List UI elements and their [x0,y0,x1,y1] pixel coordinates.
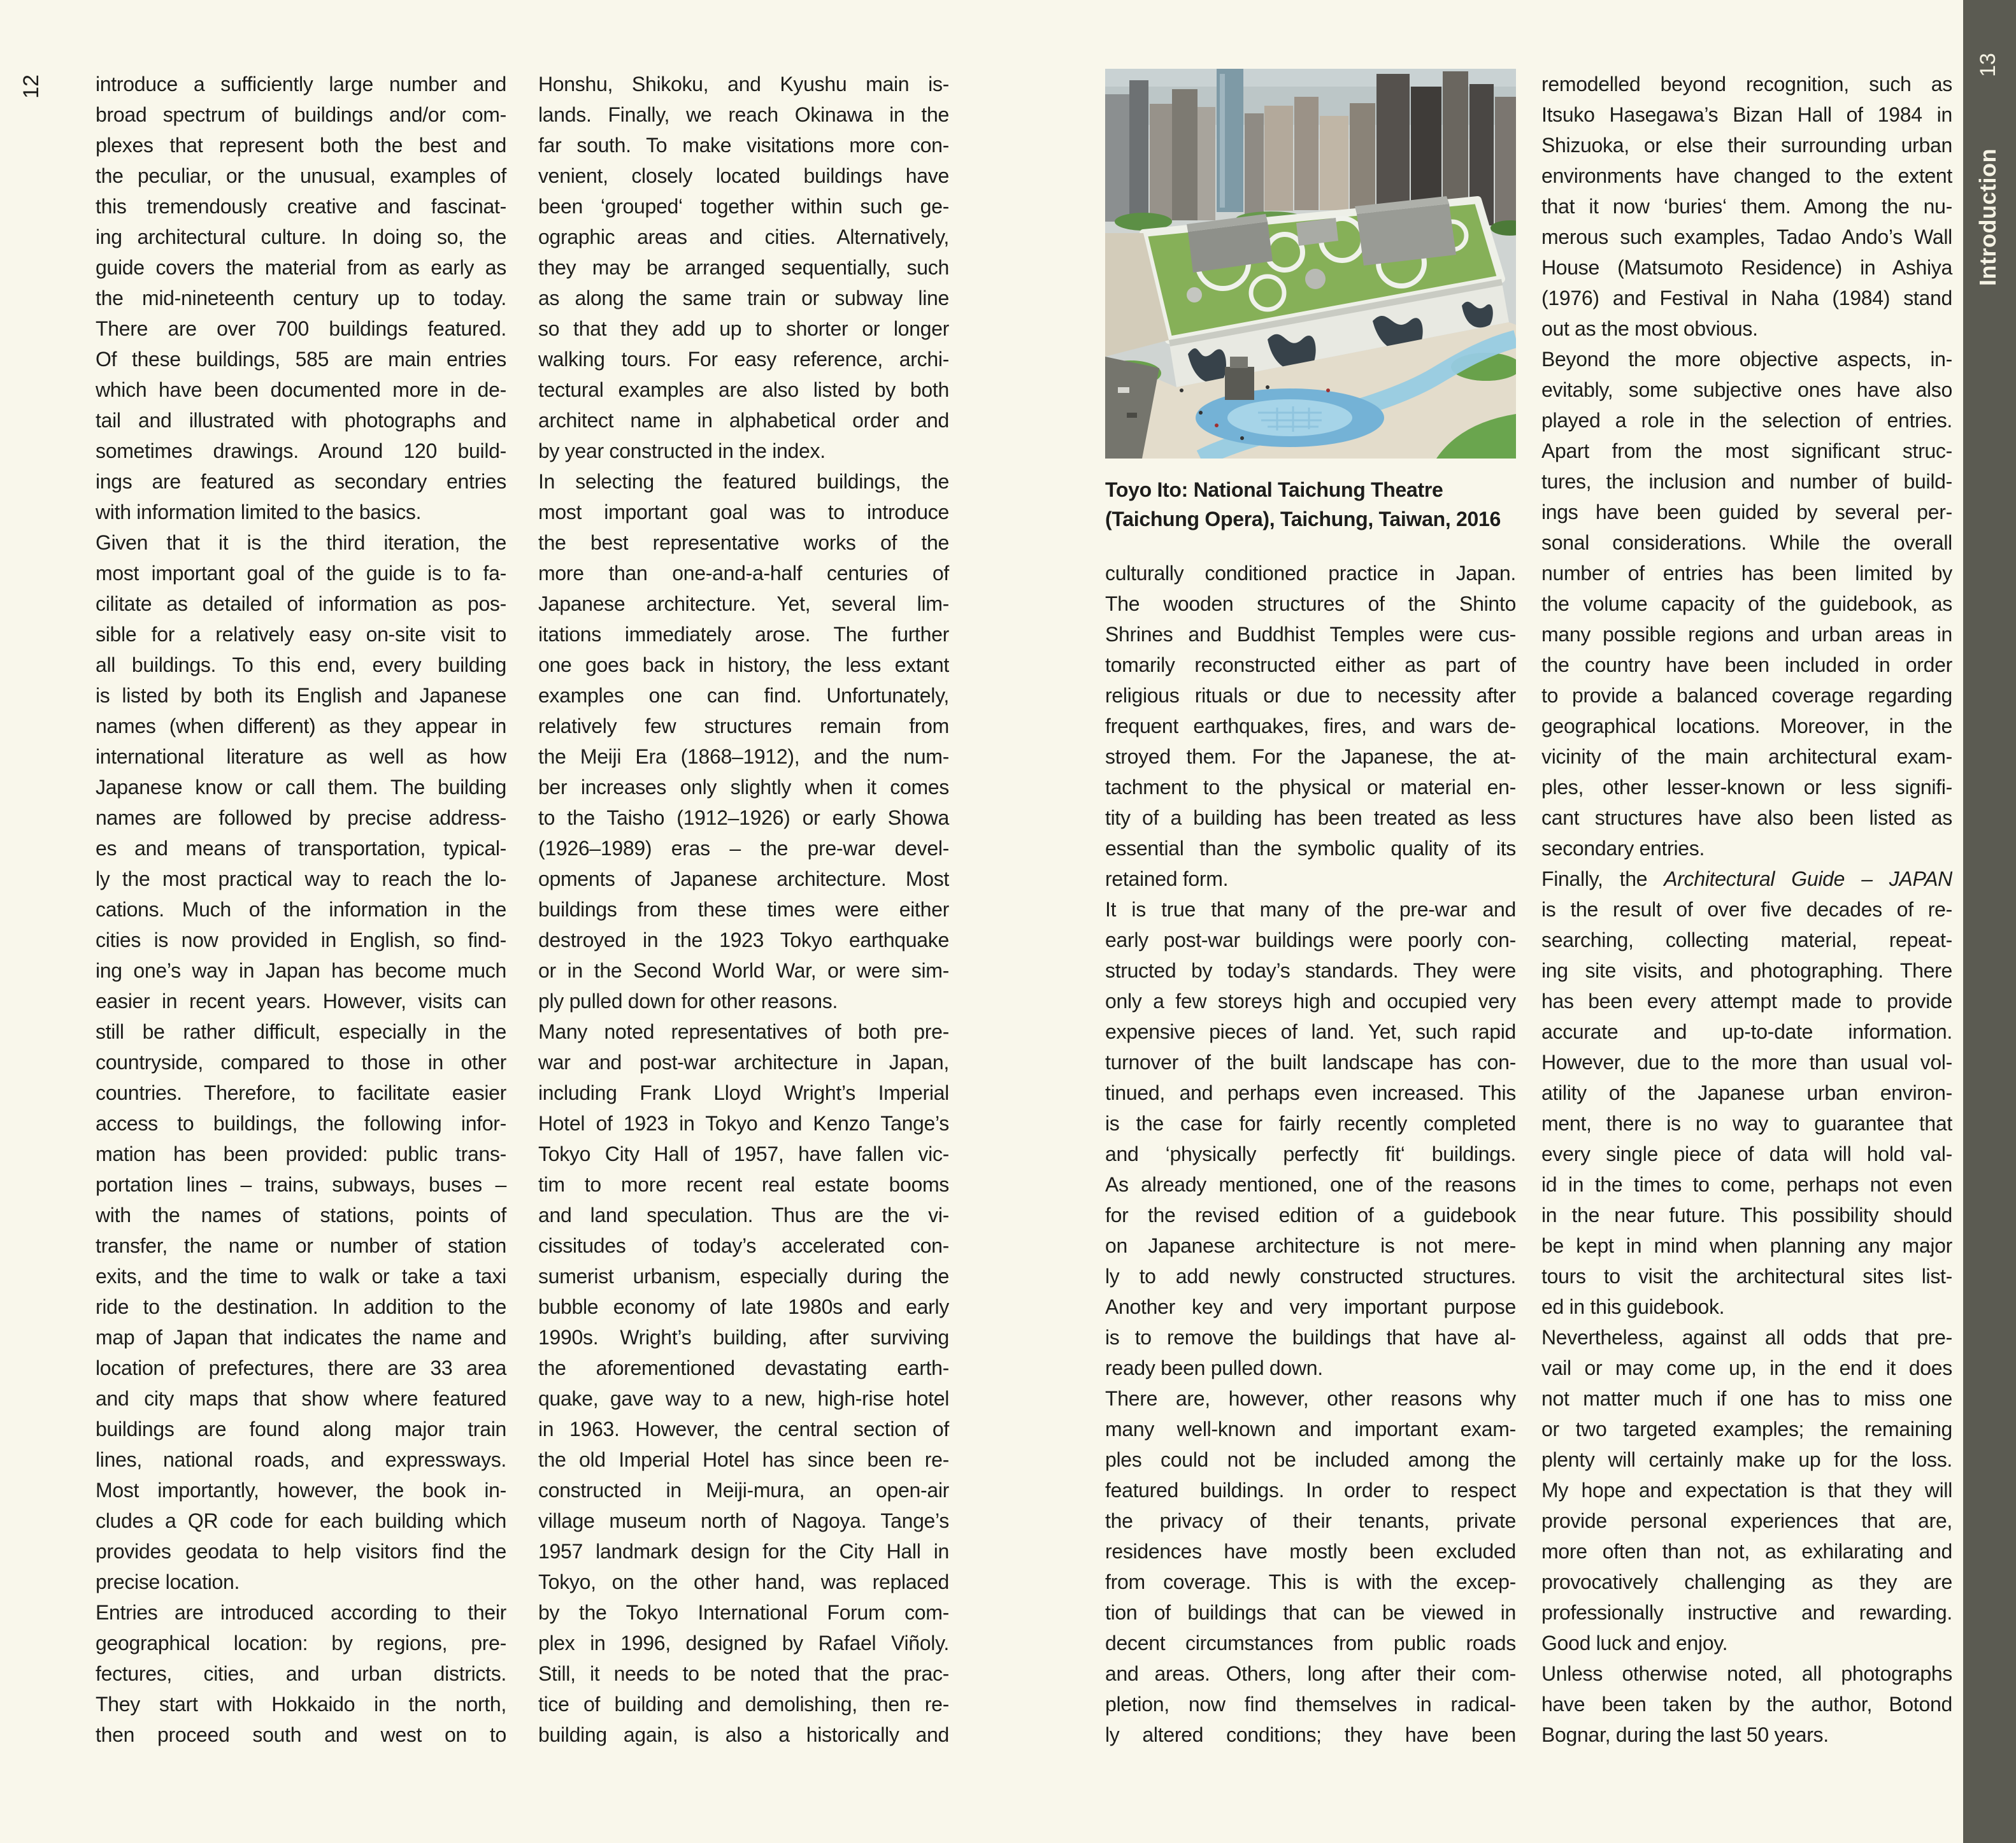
text-line: itations immediately arose. The further [538,623,949,646]
text-line: names are followed by precise address- [96,806,506,829]
text-line: the volume capacity of the guidebook, as [1541,592,1952,615]
text-line: atility of the Japanese urban environ- [1541,1081,1952,1104]
text-line: by year constructed in the index. [538,439,826,462]
text-line: map of Japan that indicates the name and [96,1326,506,1349]
text-line: professionally instructive and rewarding. [1541,1601,1952,1624]
text-line: cludes a QR code for each building which [96,1509,506,1532]
text-line: cities is now provided in English, so find- [96,929,506,951]
text-line: buildings are found along major train [96,1418,506,1441]
text-line: is the result of over five decades of re- [1541,898,1952,921]
text-line: from coverage. This is with the excep- [1105,1570,1516,1593]
text-line: 1957 landmark design for the City Hall in [538,1540,949,1563]
text-line: played a role in the selection of entries. [1541,409,1952,432]
text-line: the country have been included in order [1541,653,1952,676]
text-line: cilitate as detailed of information as pos- [96,592,506,615]
text-line: decent circumstances from public roads [1105,1632,1516,1654]
text-line: venient, closely located buildings have [538,164,949,187]
text-line: merous such examples, Tadao Ando’s Wall [1541,225,1952,248]
text-line: quake, gave way to a new, high-rise hotel [538,1387,949,1410]
text-line: ready been pulled down. [1105,1356,1323,1379]
text-line: tail and illustrated with photographs and [96,409,506,432]
text-line: and areas. Others, long after their com- [1105,1662,1516,1685]
text-line: is the case for fairly recently completed [1105,1112,1516,1135]
text-line: residences have mostly been excluded [1105,1540,1516,1563]
text-line: by the Tokyo International Forum com- [538,1601,949,1624]
text-line: cations. Much of the information in the [96,898,506,921]
text-line: fectures, cities, and urban districts. [96,1662,506,1685]
text-line: Itsuko Hasegawa’s Bizan Hall of 1984 in [1541,103,1952,126]
text-line: guide covers the material from as early as [96,256,506,279]
text-line: international literature as well as how [96,745,506,768]
text-line: As already mentioned, one of the reasons [1105,1173,1516,1196]
text-line: Another key and very important purpose [1105,1295,1516,1318]
text-line: tours to visit the architectural sites list- [1541,1265,1952,1288]
text-line: mation has been provided: public trans- [96,1142,506,1165]
text-line: remodelled beyond recognition, such as [1541,73,1952,96]
text-line: stroyed them. For the Japanese, the at- [1105,745,1516,768]
text-line: village museum north of Nagoya. Tange’s [538,1509,949,1532]
text-line: walking tours. For easy reference, archi- [538,348,949,371]
text-line: cant structures have also been listed as [1541,806,1952,829]
text-line: precise location. [96,1570,240,1593]
text-line: The wooden structures of the Shinto [1105,592,1516,615]
text-line: as along the same train or subway line [538,287,949,310]
text-line: for the revised edition of a guidebook [1105,1204,1516,1227]
text-line: only a few storeys high and occupied very [1105,990,1516,1013]
text-line: Apart from the most significant struc- [1541,439,1952,462]
text-line: one goes back in history, the less extant [538,653,949,676]
text-line: to the Taisho (1912–1926) or early Showa [538,806,949,829]
text-line: Shrines and Buddhist Temples were cus- [1105,623,1516,646]
text-column-2 [538,69,949,1750]
text-line: plex in 1996, designed by Rafael Viñoly. [538,1632,949,1654]
text-line: plenty will certainly make up for the loss. [1541,1448,1952,1471]
text-line: number of entries has been limited by [1541,562,1952,585]
text-line: ride to the destination. In addition to the [96,1295,506,1318]
text-line: (1926–1989) eras – the pre-war devel- [538,837,949,860]
text-line: searching, collecting material, repeat- [1541,929,1952,951]
text-line: sometimes drawings. Around 120 build- [96,439,506,462]
text-line: more than one-and-a-half centuries of [538,562,949,585]
text-line: evitably, some subjective ones have also [1541,378,1952,401]
text-line: destroyed in the 1923 Tokyo earthquake [538,929,949,951]
text-line: Honshu, Shikoku, and Kyushu main is- [538,73,949,96]
text-line: Entries are introduced according to their [96,1601,506,1624]
text-line: ing architectural culture. In doing so, the [96,225,506,248]
text-line: 1990s. Wright’s building, after surviving [538,1326,949,1349]
text-line: ples could not be included among the [1105,1448,1516,1471]
text-column-3 [1105,558,1516,1750]
text-line: is listed by both its English and Japanese [96,684,506,707]
text-line: provocatively challenging as they are [1541,1570,1952,1593]
text-line: the old Imperial Hotel has since been re- [538,1448,949,1471]
text-line: Tokyo, on the other hand, was replaced [538,1570,949,1593]
text-line: many possible regions and urban areas in [1541,623,1952,646]
text-line: ply pulled down for other reasons. [538,990,838,1013]
text-line: accurate and up-to-date information. [1541,1020,1952,1043]
text-line: secondary entries. [1541,837,1705,860]
section-label: Introduction [1975,148,2001,286]
text-line: expensive pieces of land. Yet, such rapid [1105,1020,1516,1043]
text-line: es and means of transportation, typical- [96,837,506,860]
text-line: out as the most obvious. [1541,317,1758,340]
text-line: introduce a sufficiently large number and [96,73,506,96]
text-line: location of prefectures, there are 33 area [96,1356,506,1379]
text-line: ing one’s way in Japan has become much [96,959,506,982]
text-line: is to remove the buildings that have al- [1105,1326,1516,1349]
text-line: transfer, the name or number of station [96,1234,506,1257]
text-line: easier in recent years. However, visits can [96,990,506,1013]
text-line: more often than not, as exhilarating and [1541,1540,1952,1563]
text-line: There are, however, other reasons why [1105,1387,1516,1410]
page-number-left: 12 [19,75,43,99]
text-line: It is true that many of the pre-war and [1105,898,1516,921]
text-column-3-wrapper [1105,69,1516,1750]
text-line: ings are featured as secondary entries [96,470,506,493]
text-line: exits, and the time to walk or take a taxi [96,1265,506,1288]
text-line: id in the times to come, perhaps not even [1541,1173,1952,1196]
text-line: names (when different) as they appear in [96,715,506,737]
text-line: so that they add up to shorter or longer [538,317,949,340]
photo-caption [1105,475,1516,534]
text-line: (1976) and Festival in Naha (1984) stand [1541,287,1952,310]
text-line: ly to add newly constructed structures. [1105,1265,1516,1288]
text-line: ing site visits, and photographing. There [1541,959,1952,982]
text-line: the Meiji Era (1868–1912), and the num- [538,745,949,768]
text-line: buildings from these times were either [538,898,949,921]
text-line: geographical location: by regions, pre- [96,1632,506,1654]
text-line: tim to more recent real estate booms [538,1173,949,1196]
text-line: There are over 700 buildings featured. [96,317,506,340]
text-line: all buildings. To this end, every building [96,653,506,676]
text-line: tion of buildings that can be viewed in [1105,1601,1516,1624]
text-line: ber increases only slightly when it comes [538,776,949,799]
text-line: Of these buildings, 585 are main entries [96,348,506,371]
text-line: ings have been guided by several per- [1541,501,1952,523]
text-line: with the names of stations, points of [96,1204,506,1227]
text-line: including Frank Lloyd Wright’s Imperial [538,1081,949,1104]
text-line: featured buildings. In order to respect [1105,1479,1516,1502]
text-line: building again, is also a historically and [538,1723,949,1746]
text-line: in 1963. However, the central section of [538,1418,949,1441]
text-line: countryside, compared to those in other [96,1051,506,1074]
text-line: many well-known and important exam- [1105,1418,1516,1441]
text-line: My hope and expectation is that they will [1541,1479,1952,1502]
text-line: most important goal of the guide is to fa- [96,562,506,585]
text-line: They start with Hokkaido in the north, [96,1693,506,1716]
text-line: with information limited to the basics. [96,501,422,523]
text-line: pletion, now find themselves in radical- [1105,1693,1516,1716]
text-line: Shizuoka, or else their surrounding urban [1541,134,1952,157]
text-line: or two targeted examples; the remaining [1541,1418,1952,1441]
text-line: and land speculation. Thus are the vi- [538,1204,949,1227]
text-line: environments have changed to the extent [1541,164,1952,187]
text-line: have been taken by the author, Botond [1541,1693,1952,1716]
text-line: the peculiar, or the unusual, examples of [96,164,506,187]
text-line: every single piece of data will hold val- [1541,1142,1952,1165]
text-line: tinued, and perhaps even increased. This [1105,1081,1516,1104]
text-line: Hotel of 1923 in Tokyo and Kenzo Tange’s [538,1112,949,1135]
text-line: in the near future. This possibility should [1541,1204,1952,1227]
text-line: Many noted representatives of both pre- [538,1020,949,1043]
text-line: However, due to the more than usual vol- [1541,1051,1952,1074]
text-line: In selecting the featured buildings, the [538,470,949,493]
text-line: or in the Second World War, or were sim- [538,959,949,982]
text-line: early post-war buildings were poorly con- [1105,929,1516,951]
text-line: sonal considerations. While the overall [1541,531,1952,554]
text-line: war and post-war architecture in Japan, [538,1051,949,1074]
text-line: Japanese know or call them. The building [96,776,506,799]
text-line: that it now ‘buries‘ them. Among the nu- [1541,195,1952,218]
text-line: lands. Finally, we reach Okinawa in the [538,103,949,126]
text-line: sumerist urbanism, especially during the [538,1265,949,1288]
text-line: frequent earthquakes, fires, and wars de- [1105,715,1516,737]
text-line: far south. To make visitations more con- [538,134,949,157]
text-line: cissitudes of today’s accelerated con- [538,1234,949,1257]
photo-caption-line-1: Toyo Ito: National Taichung Theatre [1105,478,1443,501]
text-line: Japanese architecture. Yet, several lim- [538,592,949,615]
text-line: vicinity of the main architectural exam- [1541,745,1952,768]
text-line: ographic areas and cities. Alternatively, [538,225,949,248]
text-line: opments of Japanese architecture. Most [538,867,949,890]
text-line: been ‘grouped‘ together within such ge- [538,195,949,218]
text-line: has been every attempt made to provide [1541,990,1952,1013]
text-line: on Japanese architecture is not mere- [1105,1234,1516,1257]
text-line: religious rituals or due to necessity after [1105,684,1516,707]
text-line: Unless otherwise noted, all photographs [1541,1662,1952,1685]
text-line: Given that it is the third iteration, the [96,531,506,554]
text-line: the privacy of their tenants, private [1105,1509,1516,1532]
text-line: vail or may come up, in the end it does [1541,1356,1952,1379]
text-line: Most importantly, however, the book in- [96,1479,506,1502]
text-line: House (Matsumoto Residence) in Ashiya [1541,256,1952,279]
text-line: structed by today’s standards. They were [1105,959,1516,982]
text-line: essential than the symbolic quality of its [1105,837,1516,860]
text-line: lines, national roads, and expressways. [96,1448,506,1471]
text-line: architect name in alphabetical order and [538,409,949,432]
text-line: ment, there is no way to guarantee that [1541,1112,1952,1135]
text-line: provides geodata to help visitors find the [96,1540,506,1563]
text-line: tice of building and demolishing, then re- [538,1693,949,1716]
text-line: examples one can find. Unfortunately, [538,684,949,707]
text-line: then proceed south and west on to [96,1723,506,1746]
text-line: Beyond the more objective aspects, in- [1541,348,1952,371]
text-line: tachment to the physical or material en- [1105,776,1516,799]
text-line: and ‘physically perfectly fit‘ buildings. [1105,1142,1516,1165]
text-line: relatively few structures remain from [538,715,949,737]
text-line: turnover of the built landscape has con- [1105,1051,1516,1074]
text-line: Bognar, during the last 50 years. [1541,1723,1829,1746]
text-line: Good luck and enjoy. [1541,1632,1728,1654]
text-line: broad spectrum of buildings and/or com- [96,103,506,126]
text-line: which have been documented more in de- [96,378,506,401]
photo-national-taichung-theatre [1105,69,1516,459]
text-line: access to buildings, the following infor- [96,1112,506,1135]
text-line: culturally conditioned practice in Japan. [1105,562,1516,585]
text-line: Nevertheless, against all odds that pre- [1541,1326,1952,1349]
text-line: bubble economy of late 1980s and early [538,1295,949,1318]
text-column-1 [96,69,506,1750]
text-line: constructed in Meiji-mura, an open-air [538,1479,949,1502]
text-line: Still, it needs to be noted that the prac- [538,1662,949,1685]
text-line: countries. Therefore, to facilitate easier [96,1081,506,1104]
text-line: not matter much if one has to miss one [1541,1387,1952,1410]
text-line: still be rather difficult, especially in the [96,1020,506,1043]
text-line: geographical locations. Moreover, in the [1541,715,1952,737]
text-line: retained form. [1105,867,1229,890]
text-line: they may be arranged sequentially, such [538,256,949,279]
text-line: Tokyo City Hall of 1957, have fallen vic- [538,1142,949,1165]
text-line: tity of a building has been treated as less [1105,806,1516,829]
text-line: ly altered conditions; they have been [1105,1723,1516,1746]
text-line: the aforementioned devastating earth- [538,1356,949,1379]
text-line: tectural examples are also listed by both [538,378,949,401]
text-line: most important goal was to introduce [538,501,949,523]
text-line: the best representative works of the [538,531,949,554]
page-number-right: 13 [1976,53,2000,77]
photo-caption-line-2: (Taichung Opera), Taichung, Taiwan, 2016 [1105,508,1501,530]
text-line: tures, the inclusion and number of build- [1541,470,1952,493]
text-line: Finally, the Architectural Guide – JAPAN [1541,867,1952,890]
text-line: portation lines – trains, subways, buses – [96,1173,506,1196]
text-column-4 [1541,69,1952,1750]
text-line: ly the most practical way to reach the lo- [96,867,506,890]
text-line: this tremendously creative and fascinat- [96,195,506,218]
text-line: ed in this guidebook. [1541,1295,1725,1318]
text-line: tomarily reconstructed either as part of [1105,653,1516,676]
text-line: be kept in mind when planning any major [1541,1234,1952,1257]
text-line: sible for a relatively easy on-site visit to [96,623,506,646]
text-line: the mid-nineteenth century up to today. [96,287,506,310]
text-line: to provide a balanced coverage regarding [1541,684,1952,707]
text-line: ples, other lesser-known or less signifi- [1541,776,1952,799]
text-line: provide personal experiences that are, [1541,1509,1952,1532]
text-line: and city maps that show where featured [96,1387,506,1410]
text-line: plexes that represent both the best and [96,134,506,157]
